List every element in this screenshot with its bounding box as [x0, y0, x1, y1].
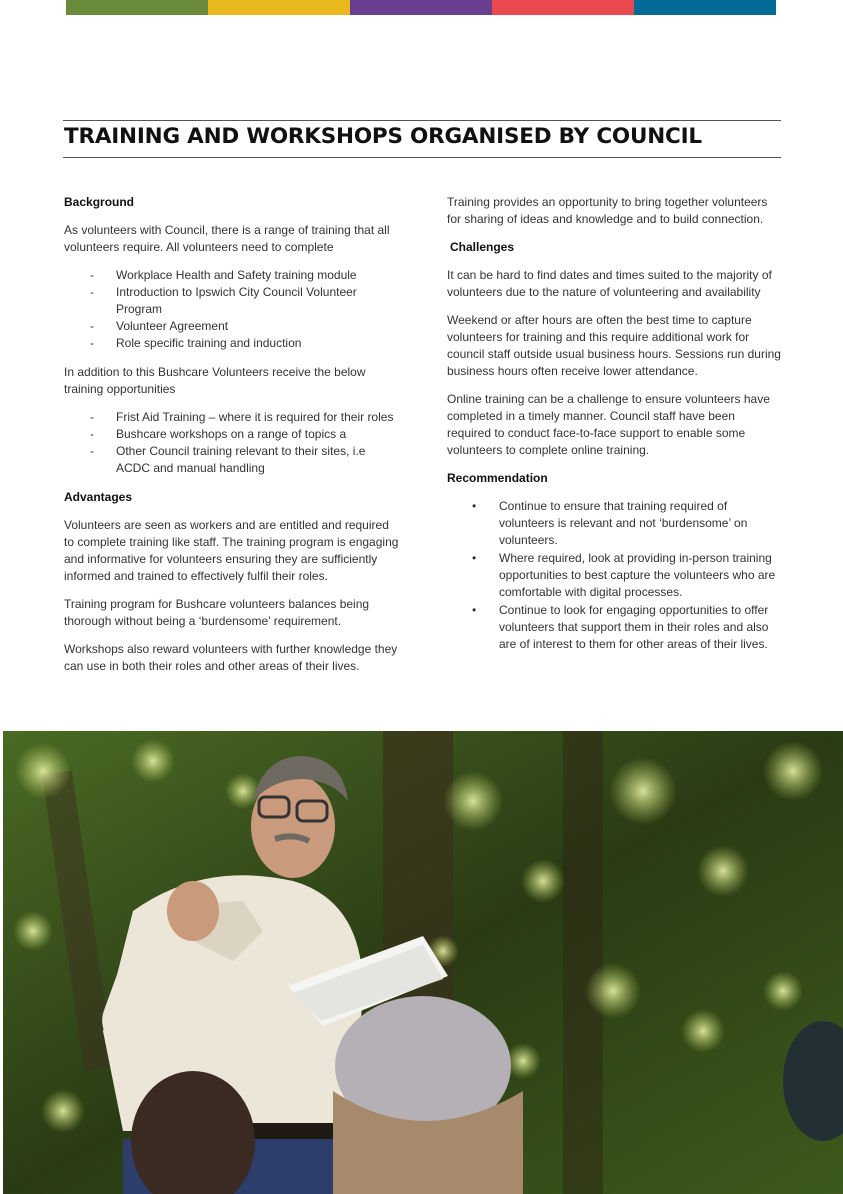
photo-illustration — [3, 731, 843, 1194]
bushcare-training-list — [64, 409, 399, 477]
list-item: - Bushcare workshops on a range of topics a — [64, 426, 399, 443]
recommendation-list — [447, 498, 782, 653]
background-paragraph-2: In addition to this Bushcare Volunteers receive the below training opportunities — [64, 365, 366, 396]
challenges-paragraph-3: Online training can be a challenge to ensure volunteers have completed in a timely manner. Council staff have been required to conduct face-to-face support to enable some volunteers to complete online training. — [447, 392, 770, 457]
list-item: • Continue to ensure that training required of volunteers is relevant and not ‘burdensome’ on volunteers. — [447, 498, 782, 549]
list-item: - Introduction to Ipswich City Council Volunteer Program — [64, 284, 399, 318]
list-item: - Other Council training relevant to their sites, i.e ACDC and manual handling — [64, 443, 399, 477]
list-item: • Continue to look for engaging opportunities to offer volunteers that support them in their roles and also are of interest to them for other areas of their lives. — [447, 602, 782, 653]
list-item: - Role specific training and induction — [64, 335, 399, 352]
list-item: - Frist Aid Training – where it is required for their roles — [64, 409, 399, 426]
advantages-heading: Advantages — [64, 490, 133, 504]
title-rule-top — [63, 120, 781, 121]
title-rule-bottom — [63, 157, 781, 158]
right-column — [447, 194, 782, 665]
challenges-heading: Challenges — [450, 240, 515, 254]
required-training-list — [64, 267, 399, 352]
advantages-paragraph-3: Workshops also reward volunteers with further knowledge they can use in both their roles and other areas of their lives. — [64, 642, 398, 673]
page-title: TRAINING AND WORKSHOPS ORGANISED BY COUNCIL — [64, 124, 702, 149]
recommendation-heading: Recommendation — [447, 471, 548, 485]
color-segment-green — [66, 0, 208, 15]
challenges-paragraph-1: It can be hard to find dates and times suited to the majority of volunteers due to the nature of volunteering and availability — [447, 268, 772, 299]
list-item: - Workplace Health and Safety training module — [64, 267, 399, 284]
color-segment-blue — [634, 0, 776, 15]
intro-paragraph: Training provides an opportunity to bring together volunteers for sharing of ideas and knowledge and to build connection. — [447, 195, 768, 226]
advantages-paragraph-2: Training program for Bushcare volunteers balances being thorough without being a ‘burdensome’ requirement. — [64, 597, 370, 628]
list-item: - Volunteer Agreement — [64, 318, 399, 335]
list-item: • Where required, look at providing in-person training opportunities to best capture the volunteers who are comfortable with digital processes. — [447, 550, 782, 601]
challenges-paragraph-2: Weekend or after hours are often the best time to capture volunteers for training and this require additional work for council staff outside usual business hours. Sessions run during business hours often receive lower attendance. — [447, 313, 781, 378]
brand-color-bar — [66, 0, 776, 15]
workshop-photo — [3, 731, 843, 1194]
background-paragraph-1: As volunteers with Council, there is a range of training that all volunteers require. All volunteers need to complete — [64, 223, 390, 254]
background-heading: Background — [64, 195, 135, 209]
color-segment-purple — [350, 0, 492, 15]
color-segment-red — [492, 0, 634, 15]
advantages-paragraph-1: Volunteers are seen as workers and are entitled and required to complete training like staff. The training program is engaging and informative for volunteers ensuring they are sufficiently informed and trained to effectively fulfil their roles. — [64, 518, 399, 583]
left-column — [64, 194, 399, 686]
color-segment-yellow — [208, 0, 350, 15]
